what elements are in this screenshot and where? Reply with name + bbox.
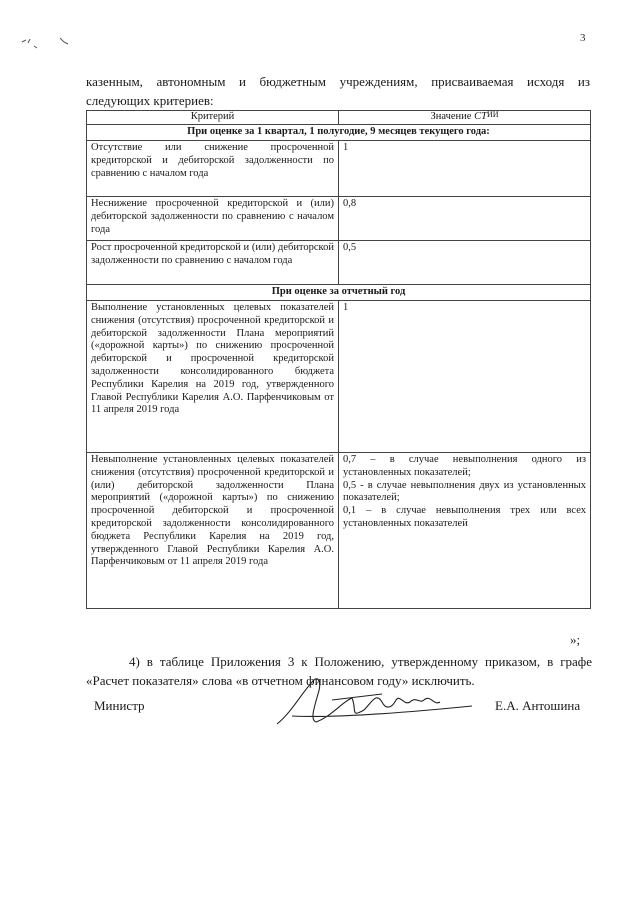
value-cell: 1 (339, 141, 591, 197)
value-cell (339, 453, 591, 609)
table-row (87, 453, 591, 609)
handwritten-signature (272, 672, 492, 732)
criterion-cell: Отсутствие или снижение просроченной кредиторской и дебиторской задолженности по сравнению с началом года (87, 141, 339, 197)
header-value-symbol: СТ (474, 111, 487, 122)
value-line: 0,7 – в случае невыполнения одного из установленных показателей; (343, 454, 586, 478)
section-2-title-row (87, 285, 591, 301)
minister-name: Е.А. Антошина (495, 698, 581, 713)
closing-quote: »; (570, 632, 581, 647)
criterion-cell: Неснижение просроченной кредиторской и (или) дебиторской задолженности по сравнению с началом года (87, 197, 339, 241)
value-line: 0,5 - в случае невыполнения двух из установленных показателей; (343, 479, 586, 504)
intro-line-2: следующих критериев: (86, 93, 214, 108)
section-2-title: При оценке за отчетный год (87, 285, 591, 301)
item-4-paragraph: 4) в таблице Приложения 3 к Положению, утвержденному приказом, в графе «Расчет показателя» слова «в отчетном финансовом году» исключить. (86, 654, 592, 688)
value-cell: 0,8 (339, 197, 591, 241)
table-header-row (87, 111, 591, 125)
header-value-label: Значение (430, 111, 472, 122)
criteria-table (86, 110, 591, 609)
value-line: 0,1 – в случае невыполнения трех или всех установленных показателей (343, 505, 586, 529)
criterion-cell: Невыполнение установленных целевых показателей снижения (отсутствия) просроченной кредиторской и (или) дебиторской задолженности Плана мероприятий («дорожной карты») по снижению просроченной дебиторской и просроченной кредиторской задолженности консолидированного бюджета Республики Карелия на 2019 год, утвержденного Главой Республики Карелия А.О. Парфенчиковым от 11 апреля 2019 года (87, 453, 339, 609)
criterion-cell: Рост просроченной кредиторской и (или) дебиторской задолженности по сравнению с началом года (87, 241, 339, 285)
header-criterion: Критерий (87, 111, 339, 125)
table-row (87, 141, 591, 197)
section-1-title: При оценке за 1 квартал, 1 полугодие, 9 месяцев текущего года: (87, 125, 591, 141)
section-1-title-row (87, 125, 591, 141)
value-cell: 0,5 (339, 241, 591, 285)
table-row (87, 197, 591, 241)
value-cell (339, 301, 591, 453)
header-value-superscript: ИИ (486, 110, 499, 119)
criterion-cell: Выполнение установленных целевых показателей снижения (отсутствия) просроченной кредиторской и дебиторской задолженности Плана мероприятий («дорожной карты») по снижению просроченной дебиторской и просроченной кредиторской задолженности консолидированного бюджета Республики Карелия на 2019 год, утвержденного Главой Республики Карелия А.О. Парфенчиковым от 11 апреля 2019 года (87, 301, 339, 453)
intro-line-1: казенным, автономным и бюджетным учреждениям, присваиваемая исходя из (86, 74, 590, 89)
page-number: 3 (580, 32, 586, 44)
scan-artifact-mark (20, 30, 80, 55)
table-row (87, 301, 591, 453)
header-value (339, 111, 591, 125)
minister-label: Министр (94, 698, 145, 713)
value-line: 1 (343, 302, 349, 313)
table-row (87, 241, 591, 285)
